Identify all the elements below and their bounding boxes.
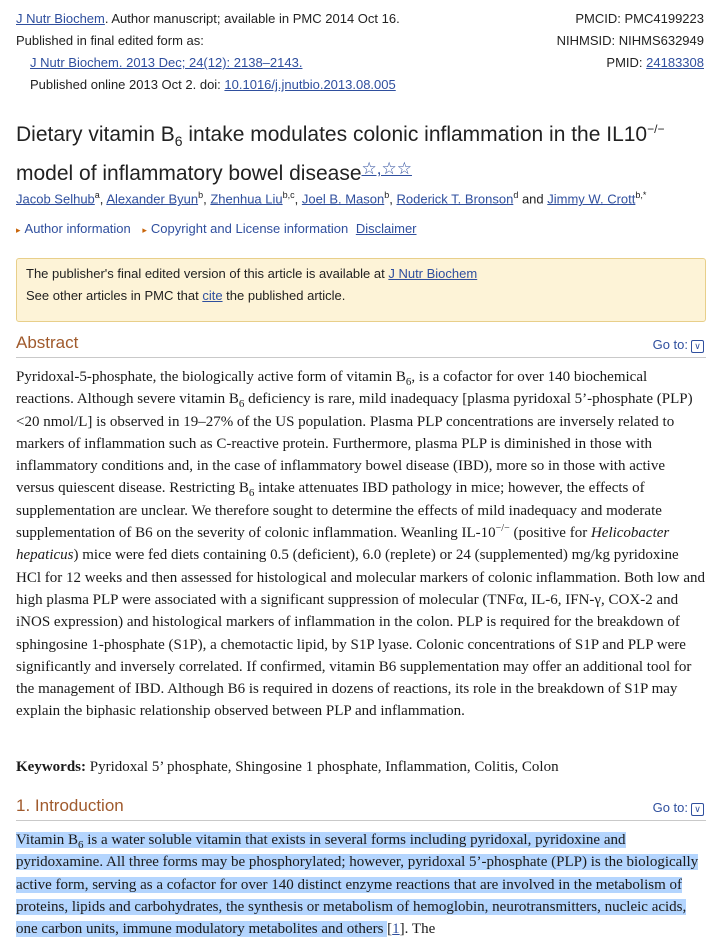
- keywords: Keywords: Pyridoxal 5’ phosphate, Shingosine 1 phosphate, Inflammation, Colitis, Colon: [16, 759, 559, 775]
- abstract-text: Pyridoxal-5-phosphate, the biologically active form of vitamin $B_6$, is a cofactor for over 140 biochemical reactions. Although severe vitamin $B_6$ deficiency is rare, mild inadequacy [plasma pyridoxal 5’-phosphate (PLP) <20 nmol/L] is observed in 19–27% of the US population. Plasma PLP concentrations are inversely related to markers of inflammation such as C-reactive protein. Furthermore, plasma PLP is diminished in those with inflammatory conditions and, in the case of inflammatory bowel disease (IBD), more so in those with active versus quiescent disease. Restricting $B_6$ intake attenuates IBD pathology in mice; however, the effects of supplementation are unclear. We therefore sought to determine the effects of mild inadequacy and moderate supplementation of B6 on the severity of colonic inflammation. Weanling IL-10−/− (positive for Helicobacter hepaticus) mice were fed diets containing 0.5 (deficient), 6.0 (replete) or 24 (supplemented) mg/kg pyridoxine HCl for 12 weeks and then assessed for histological and molecular markers of colonic inflammation. Both low and high plasma PLP were associated with a significant suppression of molecular (TNFα, IL-6, IFN-γ, COX-2 and iNOS expression) and histological markers of inflammation in the colon. PLP is required for the breakdown of sphingosine 1-phosphate (S1P), a chemotactic lipid, by S1P lyase. Colonic concentrations of S1P and PLP were significantly and inversely correlated. If confirmed, vitamin B6 supplementation may offer an additional tool for the management of IBD. Although B6 is required in dozens of reactions, its role in the breakdown of S1P may explain the biphasic relationship observed between PLP and inflammation.: [16, 369, 705, 720]
- introduction-text: Vitamin $B_6$ is a water soluble vitamin that exists in several forms including pyridoxal, pyridoxine and pyridoxamine. All three forms may be phosphorylated; however, pyridoxal 5’-phosphate (PLP) is the biologically active form, serving as a cofactor for over 140 distinct enzyme reactions that are involved in the metabolism of proteins, lipids and carbohydrates, the synthesis or metabolism of hemoglobin, neurotransmitters, nucleic acids, one carbon units, immune modulatory metabolites and others [1]. The: [16, 832, 699, 938]
- notice-line-2: See other articles in PMC that cite the published article.: [26, 288, 346, 303]
- goto-menu-introduction[interactable]: Go to: ∨: [653, 800, 704, 816]
- author-link[interactable]: Joel B. Mason: [301, 191, 385, 207]
- reference-link[interactable]: 1: [392, 921, 400, 938]
- doi-link[interactable]: 10.1016/j.jnutbio.2013.08.005: [224, 77, 396, 92]
- article-ids: [484, 8, 704, 74]
- author-link[interactable]: Jacob Selhub: [16, 191, 95, 207]
- chevron-down-icon: ∨: [691, 340, 704, 353]
- author-link[interactable]: Roderick T. Bronson: [396, 191, 514, 207]
- title-footnote-stars-link[interactable]: ☆,☆☆: [361, 159, 412, 179]
- introduction-heading: 1. Introduction: [16, 796, 124, 815]
- chevron-down-icon: ∨: [691, 803, 704, 816]
- published-final-label: Published in final edited form as:: [16, 33, 204, 48]
- author-list: Jacob Selhub$^a$, Alexander Byun$^b$, Zhenhua Liu$^{b,c}$, Joel B. Mason$^b$, Roderick T. Bronson$^d$ and Jimmy W. Crott$^{b,*}$: [16, 190, 647, 207]
- pmcid: PMCID: PMC4199223: [575, 11, 704, 26]
- abstract-header: [16, 333, 706, 358]
- published-online-line: Published online 2013 Oct 2. doi: 10.1016/j.jnutbio.2013.08.005: [30, 77, 396, 92]
- expand-triangle-icon: ▸: [142, 225, 147, 235]
- author-information-toggle[interactable]: Author information: [24, 221, 131, 236]
- manuscript-line: J Nutr Biochem. Author manuscript; available in PMC 2014 Oct 16.: [16, 11, 400, 26]
- selected-text: Vitamin $B_6$ is a water soluble vitamin that exists in several forms including pyridoxal, pyridoxine and pyridoxamine. All three forms may be phosphorylated; however, pyridoxal 5’-phosphate (PLP) is the biologically active form, serving as a cofactor for over 140 distinct enzyme reactions that are involved in the metabolism of proteins, lipids and carbohydrates, the synthesis or metabolism of hemoglobin, neurotransmitters, nucleic acids, one carbon units, immune modulatory metabolites and others: [16, 832, 699, 938]
- cite-link[interactable]: cite: [202, 288, 223, 303]
- abstract-heading: Abstract: [16, 333, 79, 352]
- author-link[interactable]: Alexander Byun: [106, 191, 199, 207]
- citation-link[interactable]: J Nutr Biochem. 2013 Dec; 24(12): 2138–2143.: [30, 55, 303, 70]
- introduction-header: [16, 796, 706, 821]
- publisher-version-notice: [16, 258, 706, 322]
- pmid-link[interactable]: 24183308: [646, 55, 704, 70]
- copyright-license-toggle[interactable]: Copyright and License information: [150, 221, 349, 236]
- keywords-label: Keywords:: [16, 759, 86, 775]
- article-info-bar: [16, 219, 417, 240]
- disclaimer-link[interactable]: Disclaimer: [355, 221, 417, 236]
- nihmsid: NIHMSID: NIHMS632949: [556, 33, 704, 48]
- publisher-journal-link[interactable]: J Nutr Biochem: [388, 266, 478, 281]
- pmid: PMID: 24183308: [606, 55, 704, 70]
- author-link[interactable]: Zhenhua Liu: [210, 191, 283, 207]
- author-link[interactable]: Jimmy W. Crott: [547, 191, 636, 207]
- journal-link[interactable]: J Nutr Biochem: [16, 11, 105, 26]
- citation-line: [16, 52, 486, 74]
- notice-line-1: The publisher's final edited version of this article is available at J Nutr Biochem: [26, 266, 478, 281]
- article-title: Dietary vitamin $B_6$ intake modulates colonic inflammation in the IL10−/− model of inflammatory bowel disease☆,☆☆: [16, 122, 665, 186]
- expand-triangle-icon: ▸: [16, 225, 21, 235]
- citation-info: [16, 8, 486, 96]
- goto-menu-abstract[interactable]: Go to: ∨: [653, 337, 704, 353]
